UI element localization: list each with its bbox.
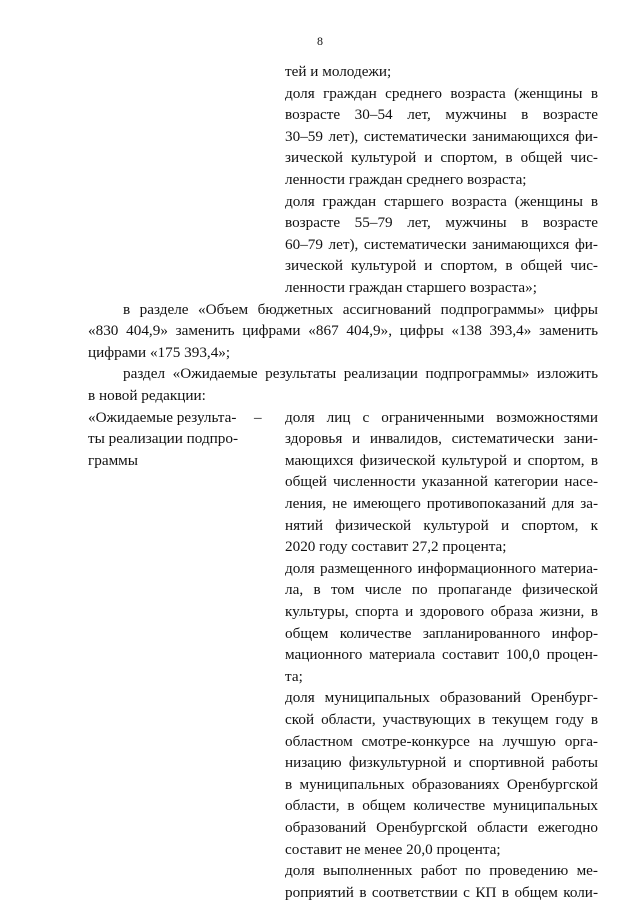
text-line: ленности граждан старшего возраста»;: [285, 279, 537, 296]
text-line: общем количестве запланированного инфор-: [285, 624, 598, 642]
text-line: нятий физической культурой и спортом, к: [285, 516, 598, 534]
text-line: «830 404,9» заменить цифрами «867 404,9», цифры «138 393,4» заменить: [88, 322, 598, 340]
text-line: 2020 году составит 27,2 процента;: [285, 538, 507, 556]
text-line: мационного материала составит 100,0 процен-: [285, 646, 598, 664]
text-line: доля граждан среднего возраста (женщины в: [285, 84, 598, 102]
text-line: ла, в том числе по пропаганде физической: [285, 581, 598, 599]
text-line: возрасте 55–79 лет, мужчины в возрасте: [285, 214, 598, 232]
text-line: составит не менее 20,0 процента;: [285, 840, 501, 858]
text-line: в муниципальных образованиях Оренбургской: [285, 775, 598, 793]
text-line: в новой редакции:: [88, 387, 206, 404]
text-line: зической культурой и спортом, в общей чис-: [285, 149, 598, 167]
text-line: зической культурой и спортом, в общей чис-: [285, 257, 598, 275]
text-line: раздел «Ожидаемые результаты реализации подпрограммы» изложить: [123, 365, 598, 383]
text-line: доля выполненных работ по проведению ме-: [285, 862, 598, 880]
page-number: 8: [317, 34, 323, 48]
label-line: ты реализации подпро-: [88, 430, 239, 448]
text-line: ленности граждан среднего возраста;: [285, 171, 527, 188]
text-line: доля муниципальных образований Оренбург-: [285, 689, 598, 707]
label-line: «Ожидаемые результа-: [88, 408, 237, 426]
text-line: доля лиц с ограниченными возможностями: [285, 408, 598, 426]
text-line: областном смотре-конкурсе на лучшую орга-: [285, 732, 598, 750]
text-line: доля граждан старшего возраста (женщины в: [285, 192, 598, 210]
text-line: общей численности указанной категории насе-: [285, 473, 598, 491]
text-line: области, в общем количестве муниципальных: [285, 797, 598, 815]
text-line: ской области, участвующих в текущем году в: [285, 711, 598, 728]
text-line: мающихся физической культурой и спортом, в: [285, 451, 598, 469]
separator-dash: –: [254, 408, 262, 426]
text-line: роприятий в соответствии с КП в общем коли-: [285, 883, 598, 901]
text-line: здоровья и инвалидов, систематически зани-: [285, 430, 598, 448]
label-line: граммы: [88, 451, 138, 469]
text-line: в разделе «Объем бюджетных ассигнований подпрограммы» цифры: [123, 300, 598, 318]
text-line: ления, не имеющего противопоказаний для за-: [285, 495, 598, 512]
text-line: 30–59 лет), систематически занимающихся фи-: [285, 127, 598, 145]
text-line: культуры, спорта и здорового образа жизни, в: [285, 603, 598, 620]
text-line: та;: [285, 667, 303, 685]
text-line: доля размещенного информационного материа-: [285, 559, 598, 577]
text-line: низацию физкультурной и спортивной работы: [285, 754, 598, 772]
text-line: тей и молодежи;: [285, 63, 392, 80]
text-line: образований Оренбургской области ежегодно: [285, 819, 598, 836]
text-line: 60–79 лет), систематически занимающихся фи-: [285, 235, 598, 253]
text-line: возрасте 30–54 лет, мужчины в возрасте: [285, 106, 598, 124]
text-line: цифрами «175 393,4»;: [88, 343, 231, 361]
